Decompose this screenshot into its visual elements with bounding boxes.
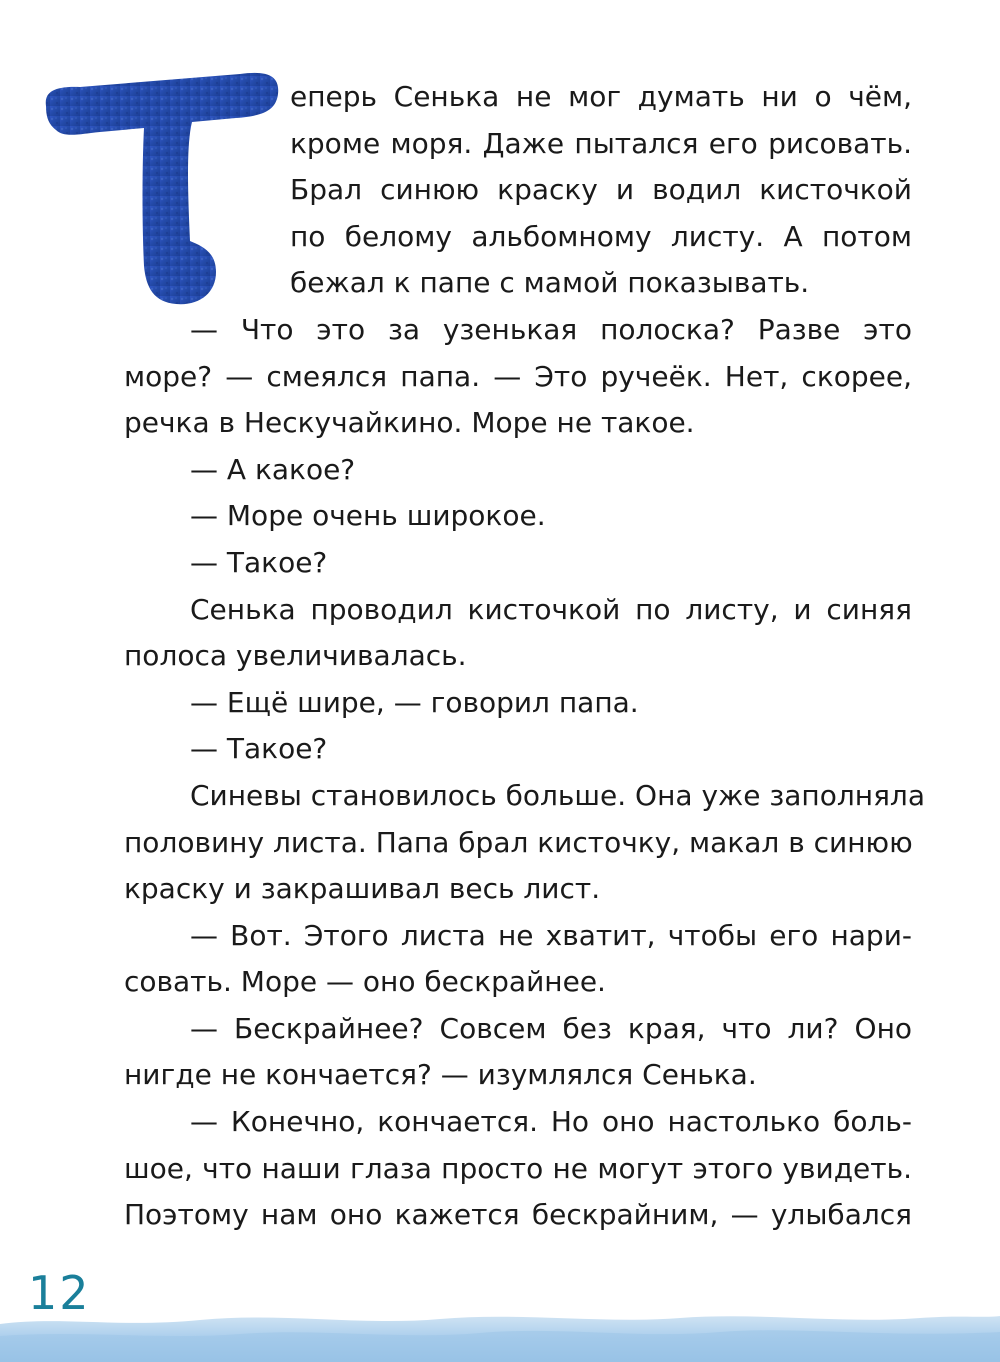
text-line: шое, что наши глаза просто не могут этого увидеть. xyxy=(124,1151,912,1185)
text-line: — А какое? xyxy=(190,452,356,486)
text-line: половину листа. Папа брал кисточку, макал в синюю xyxy=(124,825,913,859)
text-line: — Море очень широкое. xyxy=(190,499,546,533)
story-text xyxy=(124,74,925,1239)
text-line: — Вот. Этого листа не хватит, чтобы его нари- xyxy=(190,918,912,952)
text-line: по белому альбомному листу. А потом xyxy=(290,219,912,253)
text-line: бежал к папе с мамой показывать. xyxy=(290,266,810,300)
text-line: — Бескрайнее? Совсем без края, что ли? Оно xyxy=(190,1011,912,1045)
watercolor-wave-decoration xyxy=(0,1306,1000,1362)
text-line: — Что это за узенькая полоска? Разве это xyxy=(190,312,912,346)
text-line: — Такое? xyxy=(190,545,328,579)
text-line: совать. Море — оно бескрайнее. xyxy=(124,965,606,999)
text-line: — Такое? xyxy=(190,732,328,766)
text-line: краску и закрашивал весь лист. xyxy=(124,872,601,906)
page-number: 12 xyxy=(28,1266,91,1320)
text-line: кроме моря. Даже пытался его рисовать. xyxy=(290,126,912,160)
text-line: нигде не кончается? — изумлялся Сенька. xyxy=(124,1058,757,1092)
text-line: море? — смеялся папа. — Это ручеёк. Нет, скорее, xyxy=(124,359,912,393)
text-line: полоса увеличивалась. xyxy=(124,639,467,673)
text-line: — Ещё шире, — говорил папа. xyxy=(190,685,639,719)
text-line: еперь Сенька не мог думать ни о чём, xyxy=(290,80,912,113)
text-line: — Конечно, кончается. Но оно настолько боль- xyxy=(190,1105,912,1139)
text-line: Синевы становилось больше. Она уже заполняла xyxy=(190,778,925,812)
text-line: Поэтому нам оно кажется бескрайним, — улыбался xyxy=(124,1198,912,1232)
text-line: Сенька проводил кисточкой по листу, и синяя xyxy=(190,592,912,626)
text-line: речка в Нескучайкино. Море не такое. xyxy=(124,406,695,440)
text-line: Брал синюю краску и водил кисточкой xyxy=(290,173,912,207)
